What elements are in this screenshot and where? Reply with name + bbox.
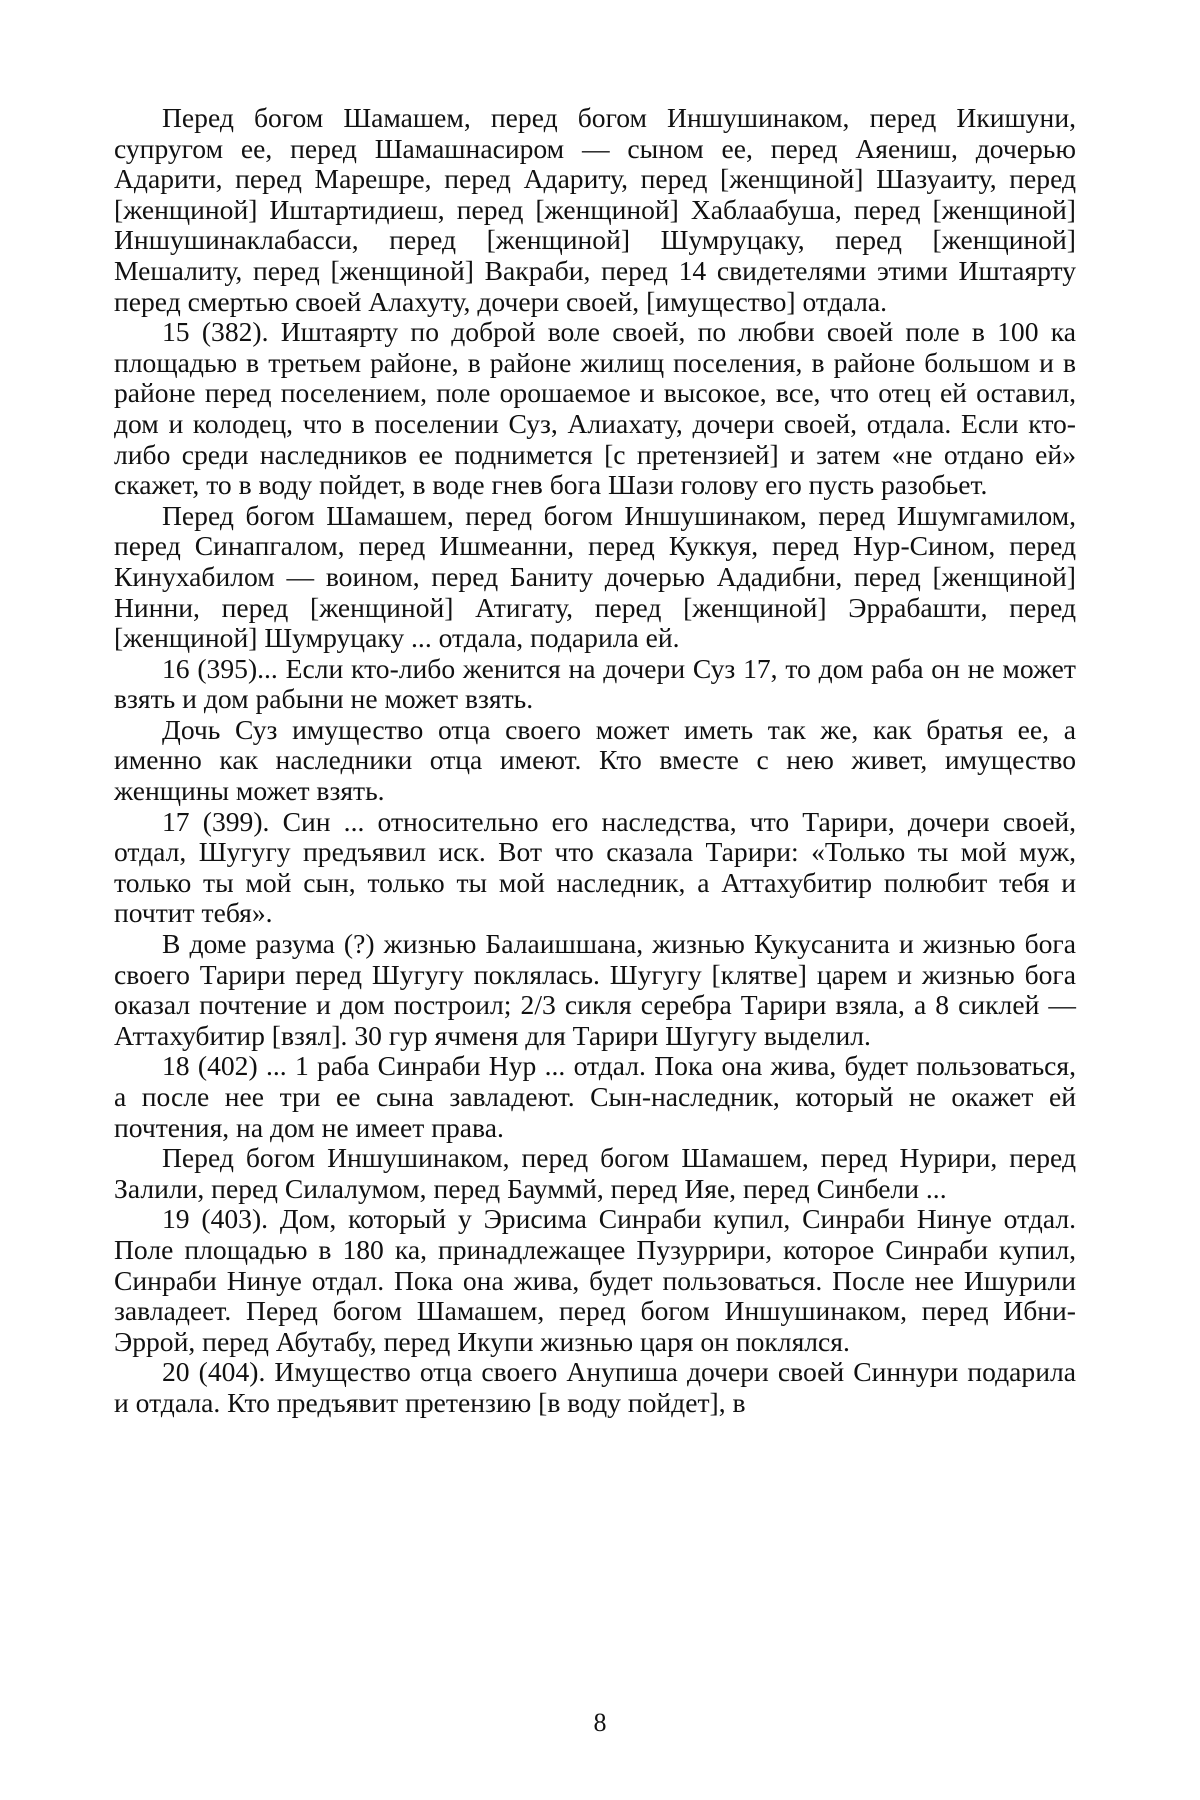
paragraph: 19 (403). Дом, который у Эрисима Синраби купил, Синраби Нинуе отдал. Поле площадью в 180 ка, принадлежащее Пузуррири, которое Синраби купил, Синраби Нинуе отдал. Пока она жива, будет пользоваться. После нее Ишурили завладеет. Перед богом Шамашем, перед богом Иншушинаком, перед Ибни-Эррой, перед Абутабу, перед Икупи жизнью царя он поклялся. (114, 1203, 1076, 1357)
paragraph: Дочь Суз имущество отца своего может иметь так же, как братья ее, а именно как наследники отца имеют. Кто вместе с нею живет, имущество женщины может взять. (114, 713, 1076, 807)
paragraph: 15 (382). Иштаярту по доброй воле своей, по любви своей поле в 100 ка площадью в третьем районе, в районе жилищ поселения, в районе большом и в районе перед поселением, поле орошаемое и высокое, все, что отец ей оставил, дом и колодец, что в поселении Суз, Алиахату, дочери своей, отдала. Если кто-либо среди наследников ее поднимется [с претензией] и затем «не отдано ей» скажет, то в воду пойдет, в воде гнев бога Шази голову его пусть разобьет. (114, 316, 1076, 501)
page-number: 8 (593, 1708, 607, 1737)
paragraph: 16 (395)... Если кто-либо женится на дочери Суз 17, то дом раба он не может взять и дом рабыни не может взять. (114, 652, 1076, 715)
paragraph: Перед богом Шамашем, перед богом Иншушинаком, перед Ишумгамилом, перед Синапгалом, перед Ишмеанни, перед Куккуя, перед Нур-Сином, перед Кинухабилом — воином, перед Баниту дочерью Ададибни, перед [женщиной] Нинни, перед [женщиной] Атигату, перед [женщиной] Эррабашти, перед [женщиной] Шумруцаку ... отдала, подарила ей. (114, 499, 1076, 654)
paragraph: В доме разума (?) жизнью Балаишшана, жизнью Кукусанита и жизнью бога своего Тарири перед Шугугу поклялась. Шугугу [клятве] царем и жизнью бога оказал почтение и дом построил; 2/3 сикля серебра Тарири взяла, а 8 сиклей — Аттахубитир [взял]. 30 гур ячменя для Тарири Шугугу выделил. (114, 928, 1076, 1051)
paragraph: Перед богом Иншушинаком, перед богом Шамашем, перед Нурири, перед Залили, перед Силалумом, перед Бауммй, перед Ияе, перед Синбели ... (114, 1142, 1076, 1204)
paragraph: 17 (399). Син ... относительно его наследства, что Тарири, дочери своей, отдал, Шугугу предъявил иск. Вот что сказала Тарири: «Только ты мой муж, только ты мой сын, только ты мой наследник, а Аттахубитир полюбит тебя и почтит тебя». (114, 805, 1076, 929)
document-page (114, 103, 1076, 1419)
paragraph: 20 (404). Имущество отца своего Анупиша дочери своей Синнури подарила и отдала. Кто предъявит претензию [в воду пойдет], в (114, 1356, 1076, 1418)
paragraph: 18 (402) ... 1 раба Синраби Нур ... отдал. Пока она жива, будет пользоваться, а после нее три ее сына завладеют. Сын-наследник, который не окажет ей почтения, на дом не имеет права. (114, 1050, 1076, 1143)
paragraph: Перед богом Шамашем, перед богом Иншушинаком, перед Икишуни, супругом ее, перед Шамашнасиром — сыном ее, перед Аяениш, дочерью Адарити, перед Марешре, перед Адариту, перед [женщиной] Шазуаиту, перед [женщиной] Иштартидиеш, перед [женщиной] Хаблаабуша, перед [женщиной] Иншушинаклабасси, перед [женщиной] Шумруцаку, перед [женщиной] Мешалиту, перед [женщиной] Вакраби, перед 14 свидетелями этими Иштаярту перед смертью своей Алахуту, дочери своей, [имущество] отдала. (114, 102, 1076, 317)
